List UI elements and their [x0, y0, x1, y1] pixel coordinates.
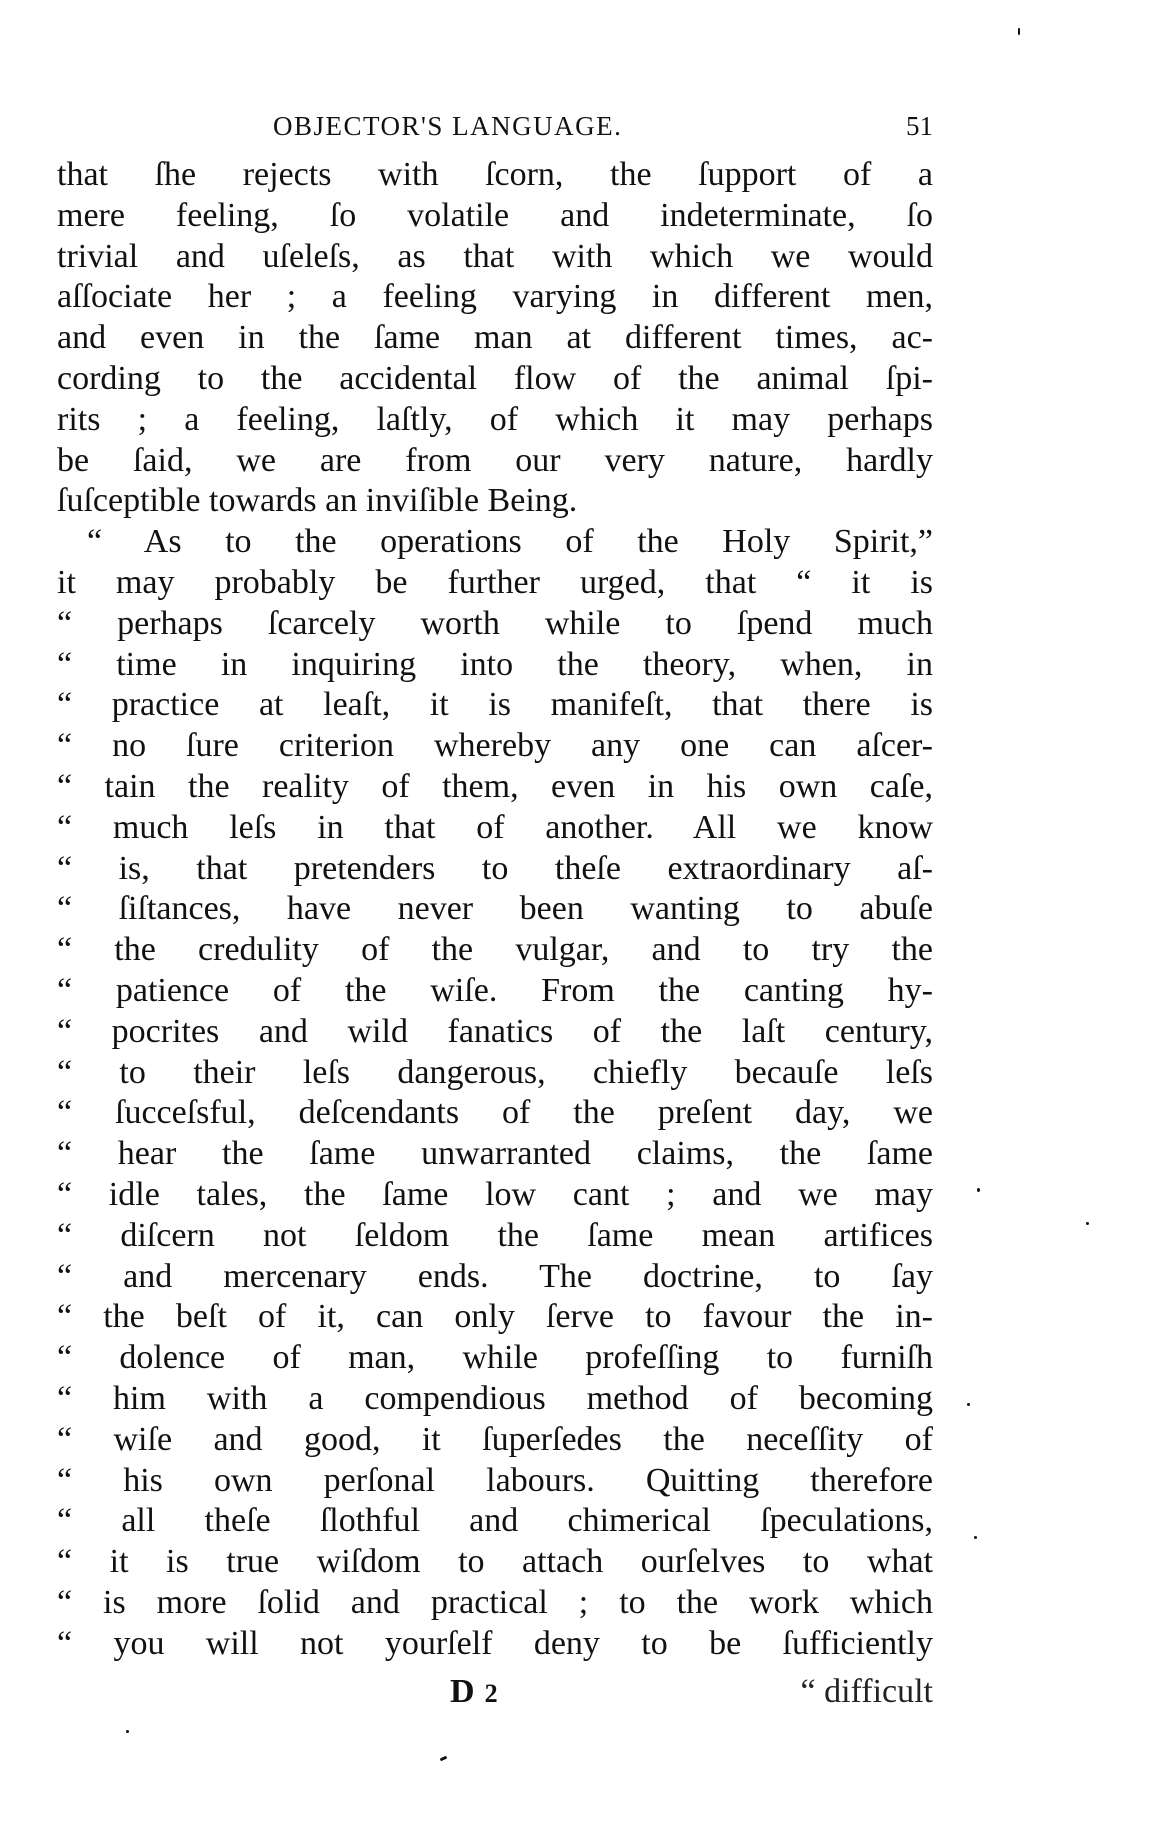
text-line: “ hear the ſame unwarranted claims, the ſame: [57, 1135, 933, 1173]
text-line: “ you will not yourſelf deny to be ſufficiently: [57, 1624, 933, 1662]
print-speck: [974, 1536, 977, 1539]
text-line: “ pocrites and wild fanatics of the laſt century,: [57, 1012, 933, 1050]
text-line: it may probably be further urged, that “ it is: [57, 563, 933, 601]
text-line: cording to the accidental flow of the animal ſpi-: [57, 359, 933, 397]
page-number: 51: [906, 111, 933, 141]
text-line: mere feeling, ſo volatile and indeterminate, ſo: [57, 196, 933, 234]
text-line: “ is more ſolid and practical ; to the work which: [57, 1583, 933, 1621]
text-line: “ is, that pretenders to theſe extraordinary aſ-: [57, 849, 933, 887]
print-speck: [1086, 1222, 1089, 1225]
text-line: “ As to the operations of the Holy Spirit,”: [87, 523, 933, 561]
running-head: [57, 108, 933, 144]
text-line: “ to their leſs dangerous, chiefly becauſe leſs: [57, 1053, 933, 1091]
page-footer: [57, 1672, 933, 1712]
print-speck: [977, 1188, 980, 1192]
text-line: “ no ſure criterion whereby any one can aſcer-: [57, 727, 933, 765]
text-line: ſuſceptible towards an inviſible Being.: [57, 482, 578, 520]
text-line: “ the beſt of it, can only ſerve to favour the in-: [57, 1298, 933, 1336]
text-line: “ diſcern not ſeldom the ſame mean artifices: [57, 1216, 933, 1254]
signature-number: 2: [484, 1679, 498, 1708]
text-line: “ idle tales, the ſame low cant ; and we may: [57, 1175, 933, 1213]
signature-letter: D: [450, 1673, 475, 1710]
text-line: “ patience of the wiſe. From the canting hy-: [57, 971, 933, 1009]
print-speck: [440, 1756, 448, 1762]
text-line: “ practice at leaſt, it is manifeſt, that there is: [57, 686, 933, 724]
text-line: “ time in inquiring into the theory, when, in: [57, 645, 933, 683]
text-line: “ much leſs in that of another. All we know: [57, 808, 933, 846]
text-line: that ſhe rejects with ſcorn, the ſupport of a: [57, 156, 933, 193]
text-line: trivial and uſeleſs, as that with which we would: [57, 237, 933, 275]
text-line: and even in the ſame man at different times, ac-: [57, 319, 933, 357]
text-line: aſſociate her ; a feeling varying in different men,: [57, 278, 933, 316]
text-line: “ all theſe ſlothful and chimerical ſpeculations,: [57, 1502, 933, 1540]
print-speck: [1018, 28, 1020, 35]
text-line: “ and mercenary ends. The doctrine, to ſay: [57, 1257, 933, 1295]
catchword: “ difficult: [800, 1673, 933, 1710]
text-line: rits ; a feeling, laſtly, of which it may perhaps: [57, 400, 933, 438]
text-line: “ it is true wiſdom to attach ourſelves to what: [57, 1543, 933, 1581]
text-line: “ him with a compendious method of becoming: [57, 1379, 933, 1417]
text-line: “ ſucceſsful, deſcendants of the preſent day, we: [57, 1094, 933, 1132]
print-speck: [126, 1730, 129, 1733]
text-line: “ his own perſonal labours. Quitting therefore: [57, 1461, 933, 1499]
text-line: “ perhaps ſcarcely worth while to ſpend much: [57, 604, 933, 642]
text-line: be ſaid, we are from our very nature, hardly: [57, 441, 933, 479]
print-speck: [967, 1403, 970, 1406]
signature-mark: [450, 1672, 498, 1714]
text-line: “ the credulity of the vulgar, and to try the: [57, 931, 933, 969]
text-line: “ dolence of man, while profeſſing to furniſh: [57, 1339, 933, 1377]
text-line: “ tain the reality of them, even in his own caſe,: [57, 767, 933, 805]
text-line: “ ſiſtances, have never been wanting to abuſe: [57, 890, 933, 928]
body-text: [57, 155, 933, 1664]
running-title: OBJECTOR'S LANGUAGE.: [273, 111, 623, 141]
text-line: “ wiſe and good, it ſuperſedes the neceſſity of: [57, 1420, 933, 1458]
